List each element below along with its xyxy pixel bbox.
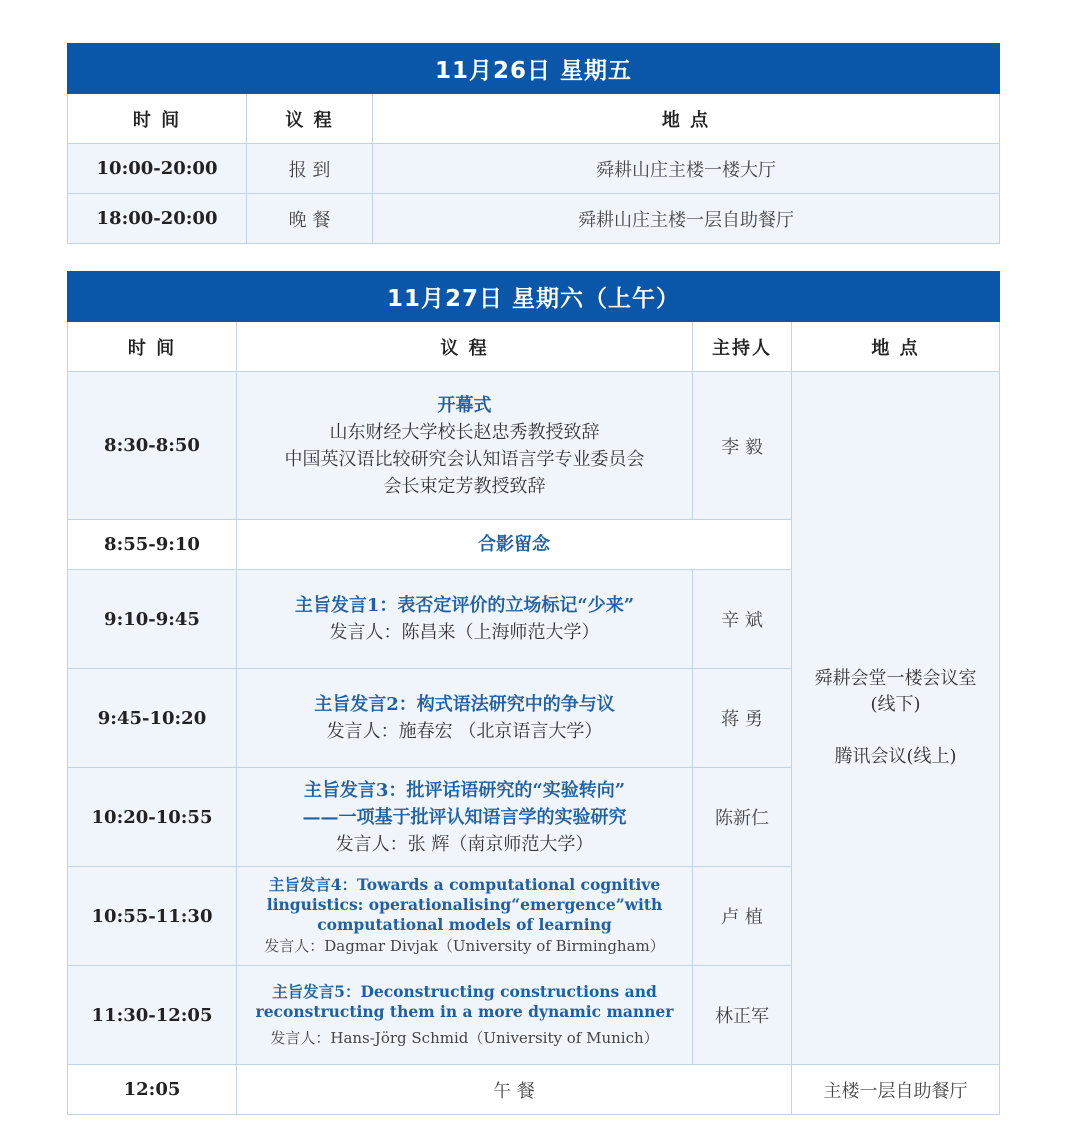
schedule-table-day2 <box>67 271 1000 1115</box>
time-cell: 10:55-11:30 <box>68 867 237 966</box>
header-time: 时 间 <box>68 94 247 144</box>
keynote-title: 主旨发言2：构式语法研究中的争与议 <box>314 694 615 715</box>
keynote-subtitle: ——一项基于批评认知语言学的实验研究 <box>302 806 627 828</box>
header-agenda: 议 程 <box>237 322 693 372</box>
session-title: 合影留念 <box>478 534 550 555</box>
speaker-line: 发言人：Dagmar Divjak（University of Birmingham） <box>264 937 665 955</box>
day2-banner: 11月27日 星期六（上午） <box>68 272 1000 322</box>
keynote-title: 主旨发言3：批评话语研究的“实验转向” <box>303 779 626 801</box>
day1-banner: 11月26日 星期五 <box>68 44 1000 94</box>
speaker-line: 发言人：张 辉（南京师范大学） <box>335 833 594 855</box>
schedule-table-day1 <box>67 43 1000 244</box>
agenda-cell <box>237 570 693 669</box>
session-title: 开幕式 <box>437 394 492 416</box>
location-line: (线下) <box>870 694 921 715</box>
table-row <box>68 372 1000 520</box>
time-cell: 9:10-9:45 <box>68 570 237 669</box>
speaker-line: 发言人：陈昌来（上海师范大学） <box>329 622 600 643</box>
merged-location-cell <box>792 372 1000 1065</box>
agenda-line: 中国英汉语比较研究会认知语言学专业委员会 <box>284 448 645 470</box>
agenda-cell <box>237 768 693 867</box>
header-location: 地 点 <box>792 322 1000 372</box>
location-cell: 主楼一层自助餐厅 <box>792 1065 1000 1115</box>
host-cell: 蒋 勇 <box>693 669 792 768</box>
table-row <box>68 194 1000 244</box>
host-cell: 陈新仁 <box>693 768 792 867</box>
agenda-cell: 报 到 <box>247 144 373 194</box>
host-cell: 卢 植 <box>693 867 792 966</box>
location-cell: 舜耕山庄主楼一楼大厅 <box>373 144 1000 194</box>
agenda-cell <box>237 372 693 520</box>
speaker-line: 发言人：施春宏 （北京语言大学） <box>326 721 603 742</box>
location-cell: 舜耕山庄主楼一层自助餐厅 <box>373 194 1000 244</box>
time-cell: 10:00-20:00 <box>68 144 247 194</box>
time-cell: 8:30-8:50 <box>68 372 237 520</box>
time-cell: 9:45-10:20 <box>68 669 237 768</box>
time-cell: 12:05 <box>68 1065 237 1115</box>
location-line: 舜耕会堂一楼会议室 <box>814 668 977 689</box>
agenda-line: 山东财经大学校长赵忠秀教授致辞 <box>329 421 600 443</box>
keynote-title-line: 主旨发言4：Towards a computational cognitive <box>268 875 661 894</box>
header-agenda: 议 程 <box>247 94 373 144</box>
agenda-cell: 晚 餐 <box>247 194 373 244</box>
time-cell: 8:55-9:10 <box>68 520 237 570</box>
keynote-title-line: reconstructing them in a more dynamic manner <box>255 1001 674 1021</box>
keynote-title-line: computational models of learning <box>317 915 612 934</box>
agenda-line: 会长束定芳教授致辞 <box>383 475 546 497</box>
header-time: 时 间 <box>68 322 237 372</box>
time-cell: 11:30-12:05 <box>68 966 237 1065</box>
time-cell: 10:20-10:55 <box>68 768 237 867</box>
location-line: 腾讯会议(线上) <box>834 746 957 767</box>
header-host: 主持人 <box>693 322 792 372</box>
host-cell: 李 毅 <box>693 372 792 520</box>
keynote-title: 主旨发言1：表否定评价的立场标记“少来” <box>294 595 635 616</box>
agenda-cell <box>237 669 693 768</box>
keynote-title-line: linguistics: operationalising“emergence”with <box>266 895 663 914</box>
agenda-cell: 午 餐 <box>237 1065 792 1115</box>
table-row <box>68 1065 1000 1115</box>
keynote-title-line: 主旨发言5：Deconstructing constructions and <box>272 981 657 1001</box>
host-cell: 辛 斌 <box>693 570 792 669</box>
host-cell: 林正军 <box>693 966 792 1065</box>
speaker-line: 发言人：Hans-Jörg Schmid（University of Munich） <box>270 1028 659 1047</box>
table-row <box>68 144 1000 194</box>
agenda-cell <box>237 520 792 570</box>
agenda-cell <box>237 966 693 1065</box>
time-cell: 18:00-20:00 <box>68 194 247 244</box>
agenda-cell <box>237 867 693 966</box>
header-location: 地 点 <box>373 94 1000 144</box>
